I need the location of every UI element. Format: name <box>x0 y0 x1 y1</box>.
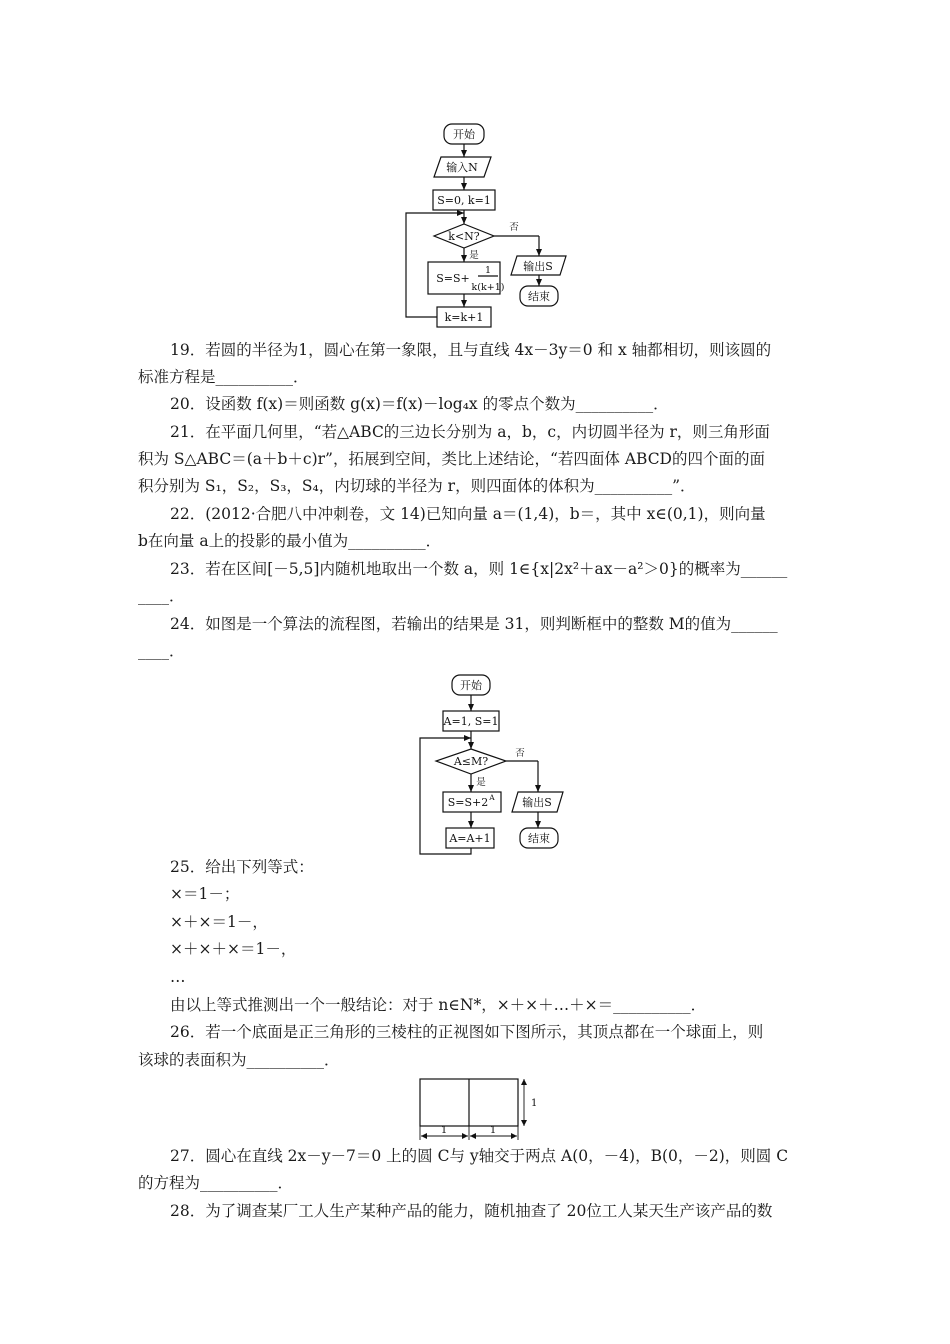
q20-line: 20．设函数 f(x)＝则函数 g(x)＝f(x)－log₄x 的零点个数为__________． <box>170 395 669 413</box>
fc2-cond-label: A≤M? <box>453 755 489 768</box>
q23-line2: ____． <box>138 587 185 605</box>
fc1-incr-label: k=k+1 <box>444 311 484 324</box>
fc2-end-label: 结束 <box>528 832 550 845</box>
q27-line2: 的方程为__________． <box>138 1174 294 1192</box>
q21-line3: 积分别为 S₁，S₂，S₃，S₄，内切球的半径为 r，则四面体的体积为__________”． <box>138 477 696 495</box>
q25-line1: 25．给出下列等式： <box>170 858 314 876</box>
q25-line2: ×＝1－； <box>170 885 240 903</box>
q25-line5: … <box>170 968 186 986</box>
fc2-incr-label: A=A+1 <box>449 832 491 845</box>
q24-line1: 24．如图是一个算法的流程图，若输出的结果是 31，则判断框中的整数 M的值为______ <box>170 615 778 633</box>
fc1-frac-den: k(k+1) <box>471 282 505 293</box>
q21-line1: 21．在平面几何里，“若△ABC的三边长分别为 a，b，c，内切圆半径为 r，则三角形面 <box>170 423 770 441</box>
fc1-no-label: 否 <box>509 222 519 233</box>
q26-line1: 26．若一个底面是正三角形的三棱柱的正视图如下图所示，其顶点都在一个球面上，则 <box>170 1023 764 1041</box>
fc1-input-label: 输入N <box>446 161 478 174</box>
fc1-assign-label: S=S+ <box>436 272 470 285</box>
fc2-output-label: 输出S <box>522 796 552 809</box>
q22-line1: 22．(2012·合肥八中冲刺卷，文 14)已知向量 a＝(1,4)，b＝，其中 x∈(0,1)，则向量 <box>170 505 766 523</box>
fc2-yes-label: 是 <box>476 777 486 788</box>
fc2-start-label: 开始 <box>460 679 482 692</box>
dim-width1-label: 1 <box>440 1125 448 1136</box>
fc2-assign-sup: A <box>489 793 495 802</box>
fc2-no-label: 否 <box>515 748 525 759</box>
fc2-init-label: A=1, S=1 <box>443 715 499 728</box>
q22-line2: b在向量 a上的投影的最小值为__________． <box>138 532 442 550</box>
q26-line2: 该球的表面积为__________． <box>138 1051 340 1069</box>
q27-line1: 27．圆心在直线 2x－y－7＝0 上的圆 C与 y轴交于两点 A(0，－4)，B(0，－2)，则圆 C <box>170 1147 789 1165</box>
q25-line3: ×＋×＝1－， <box>170 913 268 931</box>
fc1-end-label: 结束 <box>528 290 550 303</box>
fc1-output-label: 输出S <box>523 260 553 273</box>
q25-line6: 由以上等式推测出一个一般结论：对于 n∈N*，×＋×＋…＋×＝__________． <box>170 996 707 1014</box>
fc1-frac-num: 1 <box>484 265 492 276</box>
q25-line4: ×＋×＋×＝1－， <box>170 940 297 958</box>
fc1-cond-label: k<N? <box>448 230 480 243</box>
q19-line2: 标准方程是__________． <box>138 368 309 386</box>
q24-line2: ____． <box>138 642 185 660</box>
fc1-start-label: 开始 <box>453 128 475 141</box>
q21-line2: 积为 S△ABC＝(a＋b＋c)r”，拓展到空间，类比上述结论，“若四面体 ABCD的四个面的面 <box>138 450 765 468</box>
dim-width2-label: 1 <box>489 1125 497 1136</box>
dim-height-label: 1 <box>531 1098 538 1109</box>
fc1-yes-label: 是 <box>469 250 479 261</box>
q19-line1: 19．若圆的半径为1，圆心在第一象限，且与直线 4x－3y＝0 和 x 轴都相切，则该圆的 <box>170 341 772 359</box>
fc2-assign-label: S=S+2 <box>447 796 489 809</box>
q23-line1: 23．若在区间[－5,5]内随机地取出一个数 a，则 1∈{x|2x²＋ax－a²＞0}的概率为______ <box>170 560 788 578</box>
q28-line1: 28．为了调查某厂工人生产某种产品的能力，随机抽查了 20位工人某天生产该产品的数 <box>170 1202 773 1220</box>
fc1-init-label: S=0, k=1 <box>437 194 491 207</box>
